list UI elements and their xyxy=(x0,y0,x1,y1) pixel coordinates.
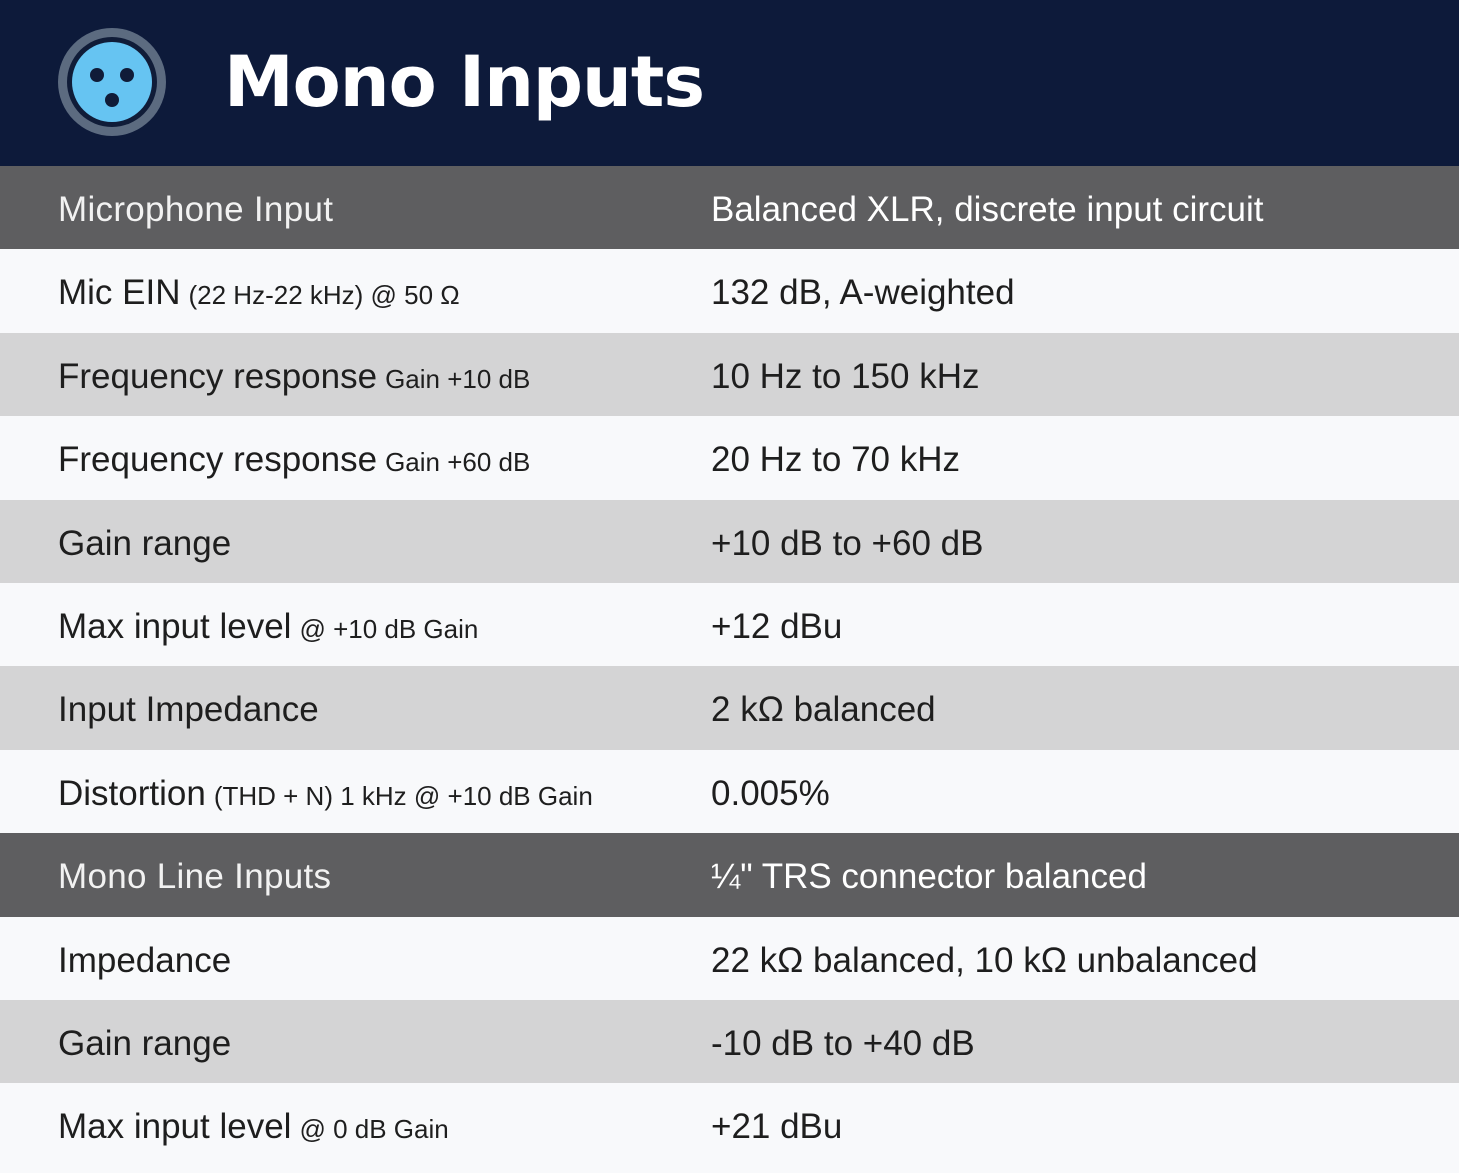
spec-label: Frequency response Gain +10 dB xyxy=(58,356,531,396)
spec-value: -10 dB to +40 dB xyxy=(711,1023,975,1063)
spec-label: Max input level @ +10 dB Gain xyxy=(58,606,479,646)
spec-label: Input Impedance xyxy=(58,690,319,730)
spec-note: @ +10 dB Gain xyxy=(299,613,479,644)
spec-value: 20 Hz to 70 kHz xyxy=(711,440,960,480)
spec-row xyxy=(0,666,1459,749)
spec-label: Gain range xyxy=(58,523,232,563)
spec-value: 132 dB, A-weighted xyxy=(711,273,1015,313)
spec-label: Distortion (THD + N) 1 kHz @ +10 dB Gain xyxy=(58,773,593,813)
spec-note: Gain +60 dB xyxy=(385,447,531,478)
spec-row xyxy=(0,333,1459,416)
spec-value: Balanced XLR, discrete input circuit xyxy=(711,190,1264,229)
spec-label: Gain range xyxy=(58,1023,232,1063)
spec-label: Max input level @ 0 dB Gain xyxy=(58,1107,449,1147)
spec-value: ¼" TRS connector balanced xyxy=(711,857,1147,897)
xlr-connector-icon xyxy=(56,26,168,138)
spec-value: +21 dBu xyxy=(711,1107,843,1147)
page-title: Mono Inputs xyxy=(224,41,704,123)
spec-row xyxy=(0,416,1459,499)
spec-table xyxy=(0,166,1459,1167)
spec-label: Impedance xyxy=(58,940,232,980)
spec-row xyxy=(0,249,1459,332)
spec-label: Microphone Input xyxy=(58,190,334,229)
spec-label: Frequency response Gain +60 dB xyxy=(58,440,531,480)
spec-row xyxy=(0,1083,1459,1166)
spec-value: 2 kΩ balanced xyxy=(711,690,936,730)
spec-value: +10 dB to +60 dB xyxy=(711,523,984,563)
spec-value: 10 Hz to 150 kHz xyxy=(711,356,980,396)
spec-note: @ 0 dB Gain xyxy=(299,1114,449,1145)
spec-label: Mic EIN (22 Hz-22 kHz) @ 50 Ω xyxy=(58,273,460,313)
spec-row xyxy=(0,750,1459,833)
section-header-row xyxy=(0,833,1459,916)
spec-row xyxy=(0,1000,1459,1083)
section-header-row xyxy=(0,166,1459,249)
spec-note: (THD + N) 1 kHz @ +10 dB Gain xyxy=(213,780,593,811)
spec-label: Mono Line Inputs xyxy=(58,857,332,897)
spec-value: 0.005% xyxy=(711,773,830,813)
header-banner xyxy=(0,0,1459,166)
spec-row xyxy=(0,500,1459,583)
spec-row xyxy=(0,583,1459,666)
spec-note: Gain +10 dB xyxy=(385,363,531,394)
spec-value: +12 dBu xyxy=(711,606,843,646)
spec-value: 22 kΩ balanced, 10 kΩ unbalanced xyxy=(711,940,1258,980)
spec-row xyxy=(0,917,1459,1000)
spec-note: (22 Hz-22 kHz) @ 50 Ω xyxy=(188,280,460,311)
